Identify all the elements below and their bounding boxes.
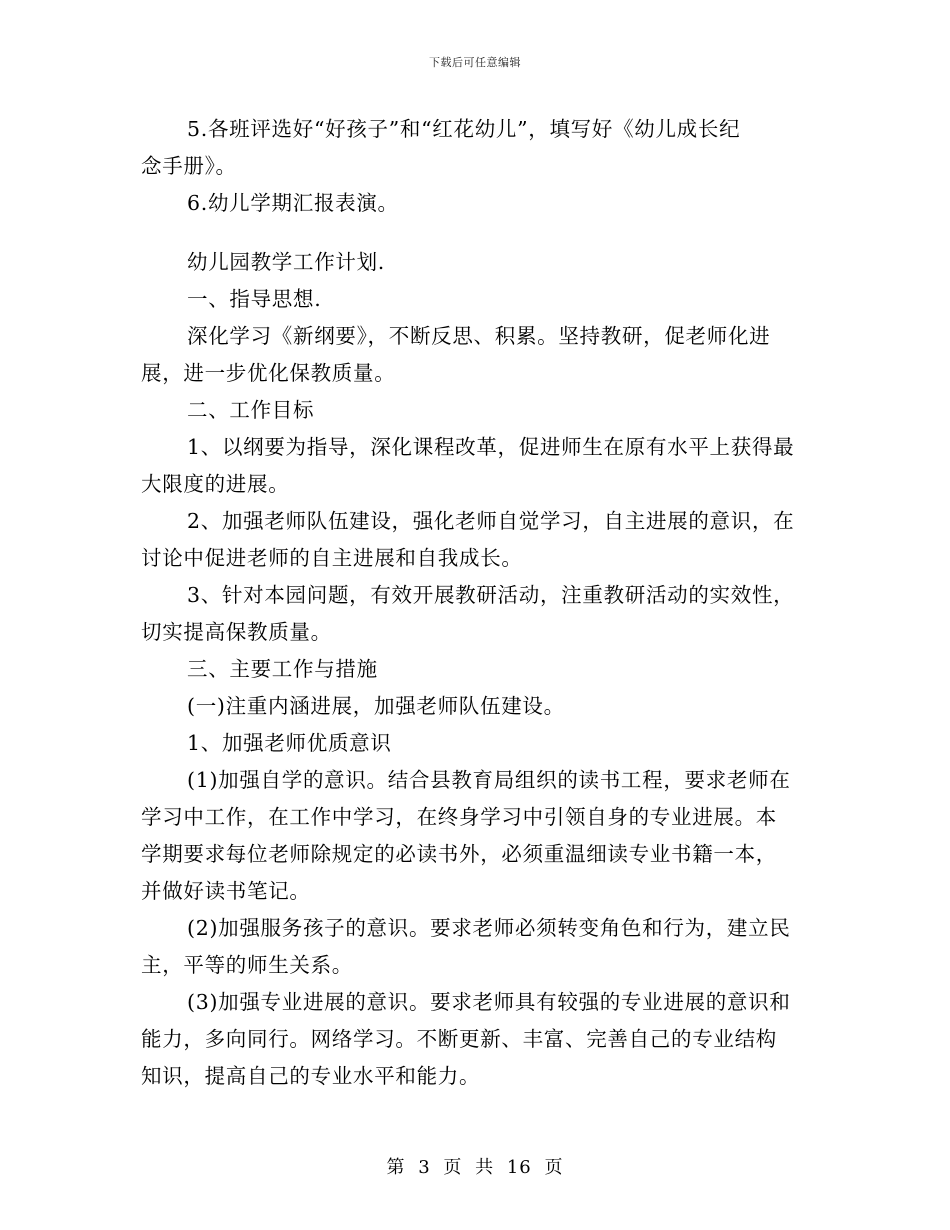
text-line: 能力，多向同行。网络学习。不断更新、丰富、完善自己的专业结构 (141, 1027, 777, 1051)
text-line: 念手册》。 (141, 154, 237, 178)
page-number-footer: 第 3 页 共 16 页 (386, 1157, 564, 1178)
text-line: 并做好读书笔记。 (141, 879, 311, 903)
paragraph-2 (141, 185, 809, 222)
text-line: 2、加强老师队伍建设，强化老师自觉学习，自主进展的意识，在 (187, 509, 795, 533)
goal-item-3 (141, 577, 809, 651)
heading-main-work (141, 651, 809, 688)
paragraph-guiding-thought (141, 318, 809, 392)
section-gap (141, 222, 809, 244)
text-line: 6.幼儿学期汇报表演。 (187, 191, 399, 215)
text-line: 深化学习《新纲要》，不断反思、积累。坚持教研，促老师化进 (187, 324, 771, 348)
section-title (141, 244, 809, 281)
text-line: 1、以纲要为指导，深化课程改革，促进师生在原有水平上获得最 (187, 435, 795, 459)
text-line: 切实提高保教质量。 (141, 620, 332, 644)
text-line: 5.各班评选好“好孩子”和“红花幼儿”，填写好《幼儿成长纪 (187, 117, 741, 141)
goal-item-2 (141, 503, 809, 577)
measure-item-3 (141, 984, 809, 1095)
page-header-note: 下载后可任意编辑 (429, 56, 521, 69)
subheading-quality-awareness (141, 725, 809, 762)
text-line: 1、加强老师优质意识 (187, 731, 392, 755)
heading-work-goals (141, 392, 809, 429)
text-line: 3、针对本园问题，有效开展教研活动，注重教研活动的实效性， (187, 583, 795, 607)
measure-item-1 (141, 762, 809, 910)
text-line: 展，进一步优化保教质量。 (141, 361, 396, 385)
text-line: 一、指导思想. (187, 287, 322, 311)
measure-item-2 (141, 910, 809, 984)
text-line: 主，平等的师生关系。 (141, 953, 353, 977)
goal-item-1 (141, 429, 809, 503)
text-line: 三、主要工作与措施 (187, 657, 378, 681)
text-line: (2)加强服务孩子的意识。要求老师必须转变角色和行为，建立民 (187, 916, 791, 940)
text-line: 学期要求每位老师除规定的必读书外，必须重温细读专业书籍一本， (141, 842, 777, 866)
text-line: (1)加强自学的意识。结合县教育局组织的读书工程，要求老师在 (187, 768, 791, 792)
text-line: 幼儿园教学工作计划. (187, 250, 386, 274)
text-line: 讨论中促进老师的自主进展和自我成长。 (141, 546, 523, 570)
text-line: 学习中工作，在工作中学习，在终身学习中引领自身的专业进展。本 (141, 805, 777, 829)
text-line: (一)注重内涵进展，加强老师队伍建设。 (187, 694, 565, 718)
paragraph-1 (141, 111, 809, 185)
heading-guiding-thought (141, 281, 809, 318)
text-line: 知识，提高自己的专业水平和能力。 (141, 1064, 481, 1088)
text-line: 大限度的进展。 (141, 472, 290, 496)
document-body (141, 111, 809, 1095)
text-line: (3)加强专业进展的意识。要求老师具有较强的专业进展的意识和 (187, 990, 791, 1014)
subheading-team-building (141, 688, 809, 725)
text-line: 二、工作目标 (187, 398, 315, 422)
